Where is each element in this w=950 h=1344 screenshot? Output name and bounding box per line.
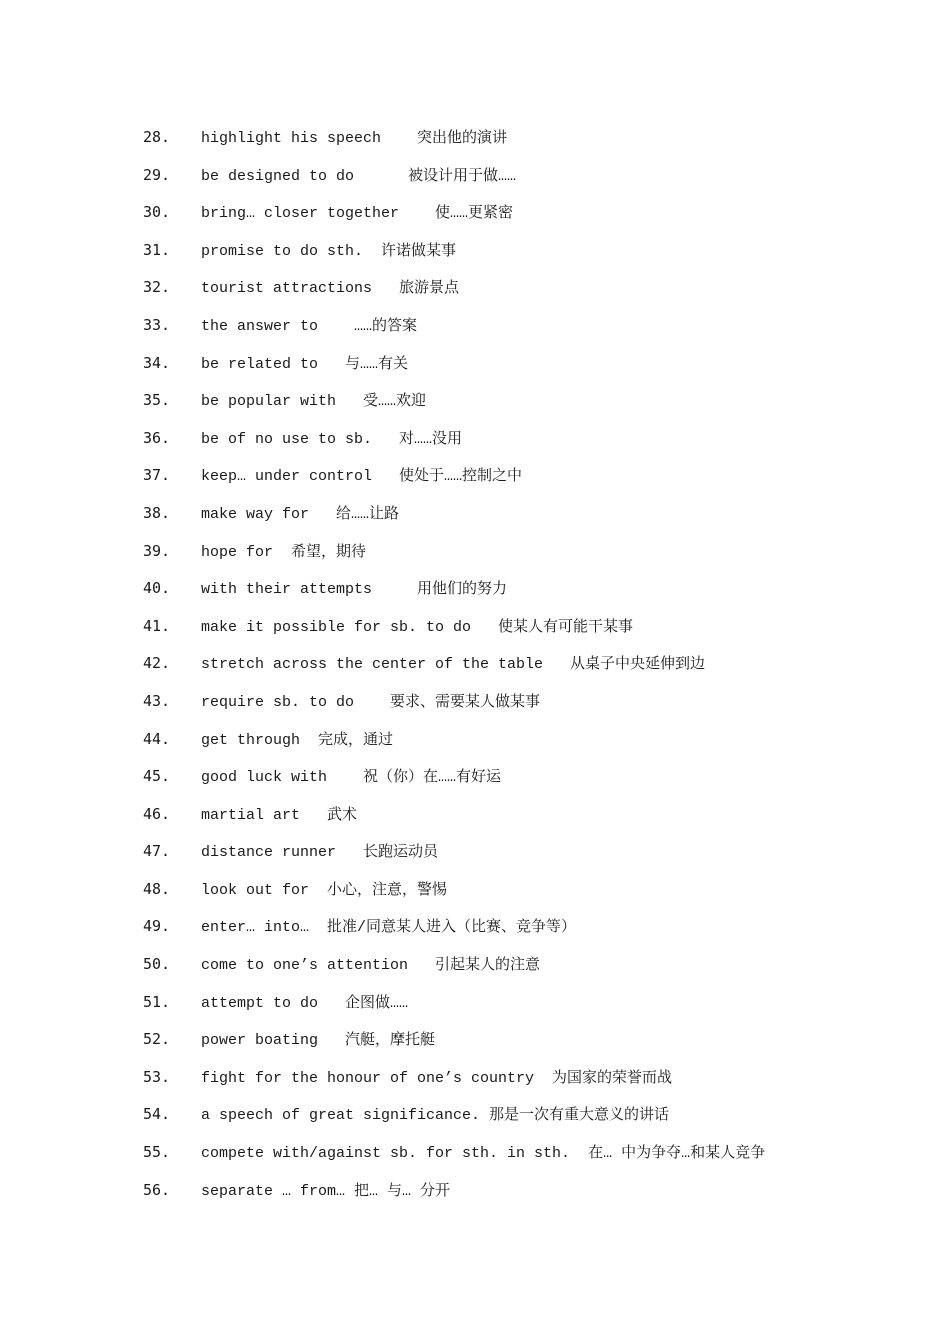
list-item: [143, 577, 923, 615]
item-number: 31.: [143, 240, 171, 259]
phrase-with-translation: bring… closer together 使……更紧密: [201, 205, 514, 223]
item-number: 33.: [143, 315, 171, 334]
item-number: 51.: [143, 992, 171, 1011]
item-number: 48.: [143, 879, 171, 898]
phrase-with-translation: martial art 武术: [201, 806, 358, 824]
phrase-with-translation: require sb. to do 要求、需要某人做某事: [201, 693, 541, 711]
item-number: 30.: [143, 203, 171, 222]
list-item: [143, 1066, 923, 1104]
list-item: [143, 276, 923, 314]
item-number: 44.: [143, 729, 171, 748]
phrase-with-translation: come to one’s attention 引起某人的注意: [201, 957, 541, 975]
phrase-list: [143, 126, 923, 1216]
phrase-with-translation: make it possible for sb. to do 使某人有可能干某事: [201, 618, 634, 636]
phrase-with-translation: power boating 汽艇，摩托艇: [201, 1032, 436, 1050]
phrase-with-translation: attempt to do 企图做……: [201, 994, 409, 1012]
phrase-with-translation: be related to 与……有关: [201, 355, 409, 373]
phrase-with-translation: distance runner 长跑运动员: [201, 844, 439, 862]
list-item: [143, 239, 923, 277]
item-number: 42.: [143, 654, 171, 673]
list-item: [143, 502, 923, 540]
list-item: [143, 765, 923, 803]
list-item: [143, 201, 923, 239]
item-number: 43.: [143, 691, 171, 710]
item-number: 53.: [143, 1067, 171, 1086]
list-item: [143, 840, 923, 878]
list-item: [143, 878, 923, 916]
list-item: [143, 991, 923, 1029]
phrase-with-translation: separate … from… 把… 与… 分开: [201, 1182, 451, 1200]
list-item: [143, 427, 923, 465]
item-number: 47.: [143, 842, 171, 861]
phrase-with-translation: make way for 给……让路: [201, 505, 400, 523]
phrase-with-translation: hope for 希望，期待: [201, 543, 367, 561]
list-item: [143, 915, 923, 953]
item-number: 56.: [143, 1180, 171, 1199]
list-item: [143, 164, 923, 202]
list-item: [143, 314, 923, 352]
list-item: [143, 540, 923, 578]
phrase-with-translation: promise to do sth. 许诺做某事: [201, 242, 457, 260]
list-item: [143, 389, 923, 427]
phrase-with-translation: tourist attractions 旅游景点: [201, 280, 460, 298]
phrase-with-translation: enter… into… 批准/同意某人进入（比赛、竞争等）: [201, 919, 577, 937]
item-number: 46.: [143, 804, 171, 823]
list-item: [143, 1141, 923, 1179]
item-number: 37.: [143, 466, 171, 485]
phrase-with-translation: get through 完成，通过: [201, 731, 394, 749]
phrase-with-translation: the answer to ……的答案: [201, 317, 418, 335]
item-number: 45.: [143, 767, 171, 786]
list-item: [143, 464, 923, 502]
phrase-with-translation: be of no use to sb. 对……没用: [201, 430, 463, 448]
phrase-with-translation: highlight his speech 突出他的演讲: [201, 130, 508, 147]
phrase-with-translation: a speech of great significance. 那是一次有重大意义的讲话: [201, 1107, 670, 1125]
list-item: [143, 1103, 923, 1141]
item-number: 35.: [143, 391, 171, 410]
phrase-with-translation: good luck with 祝（你）在……有好运: [201, 769, 502, 787]
item-number: 28.: [143, 128, 171, 146]
list-item: [143, 126, 923, 164]
item-number: 52.: [143, 1030, 171, 1049]
phrase-with-translation: with their attempts 用他们的努力: [201, 581, 508, 599]
list-item: [143, 652, 923, 690]
list-item: [143, 1179, 923, 1217]
list-item: [143, 690, 923, 728]
list-item: [143, 803, 923, 841]
phrase-with-translation: compete with/against sb. for sth. in sth. 在… 中为争夺…和某人竞争: [201, 1145, 766, 1163]
item-number: 32.: [143, 278, 171, 297]
item-number: 40.: [143, 579, 171, 598]
list-item: [143, 1028, 923, 1066]
list-item: [143, 953, 923, 991]
item-number: 39.: [143, 541, 171, 560]
item-number: 55.: [143, 1143, 171, 1162]
phrase-with-translation: stretch across the center of the table 从桌子中央延伸到边: [201, 656, 706, 674]
item-number: 50.: [143, 955, 171, 974]
phrase-with-translation: keep… under control 使处于……控制之中: [201, 468, 523, 486]
item-number: 34.: [143, 353, 171, 372]
item-number: 29.: [143, 165, 171, 184]
item-number: 38.: [143, 503, 171, 522]
item-number: 49.: [143, 917, 171, 936]
phrase-with-translation: be popular with 受……欢迎: [201, 393, 427, 411]
list-item: [143, 615, 923, 653]
item-number: 36.: [143, 428, 171, 447]
item-number: 54.: [143, 1105, 171, 1124]
phrase-with-translation: fight for the honour of one’s country 为国家的荣誉而战: [201, 1069, 673, 1087]
phrase-with-translation: be designed to do 被设计用于做……: [201, 167, 517, 185]
list-item: [143, 728, 923, 766]
phrase-with-translation: look out for 小心，注意，警惕: [201, 881, 448, 899]
item-number: 41.: [143, 616, 171, 635]
list-item: [143, 352, 923, 390]
